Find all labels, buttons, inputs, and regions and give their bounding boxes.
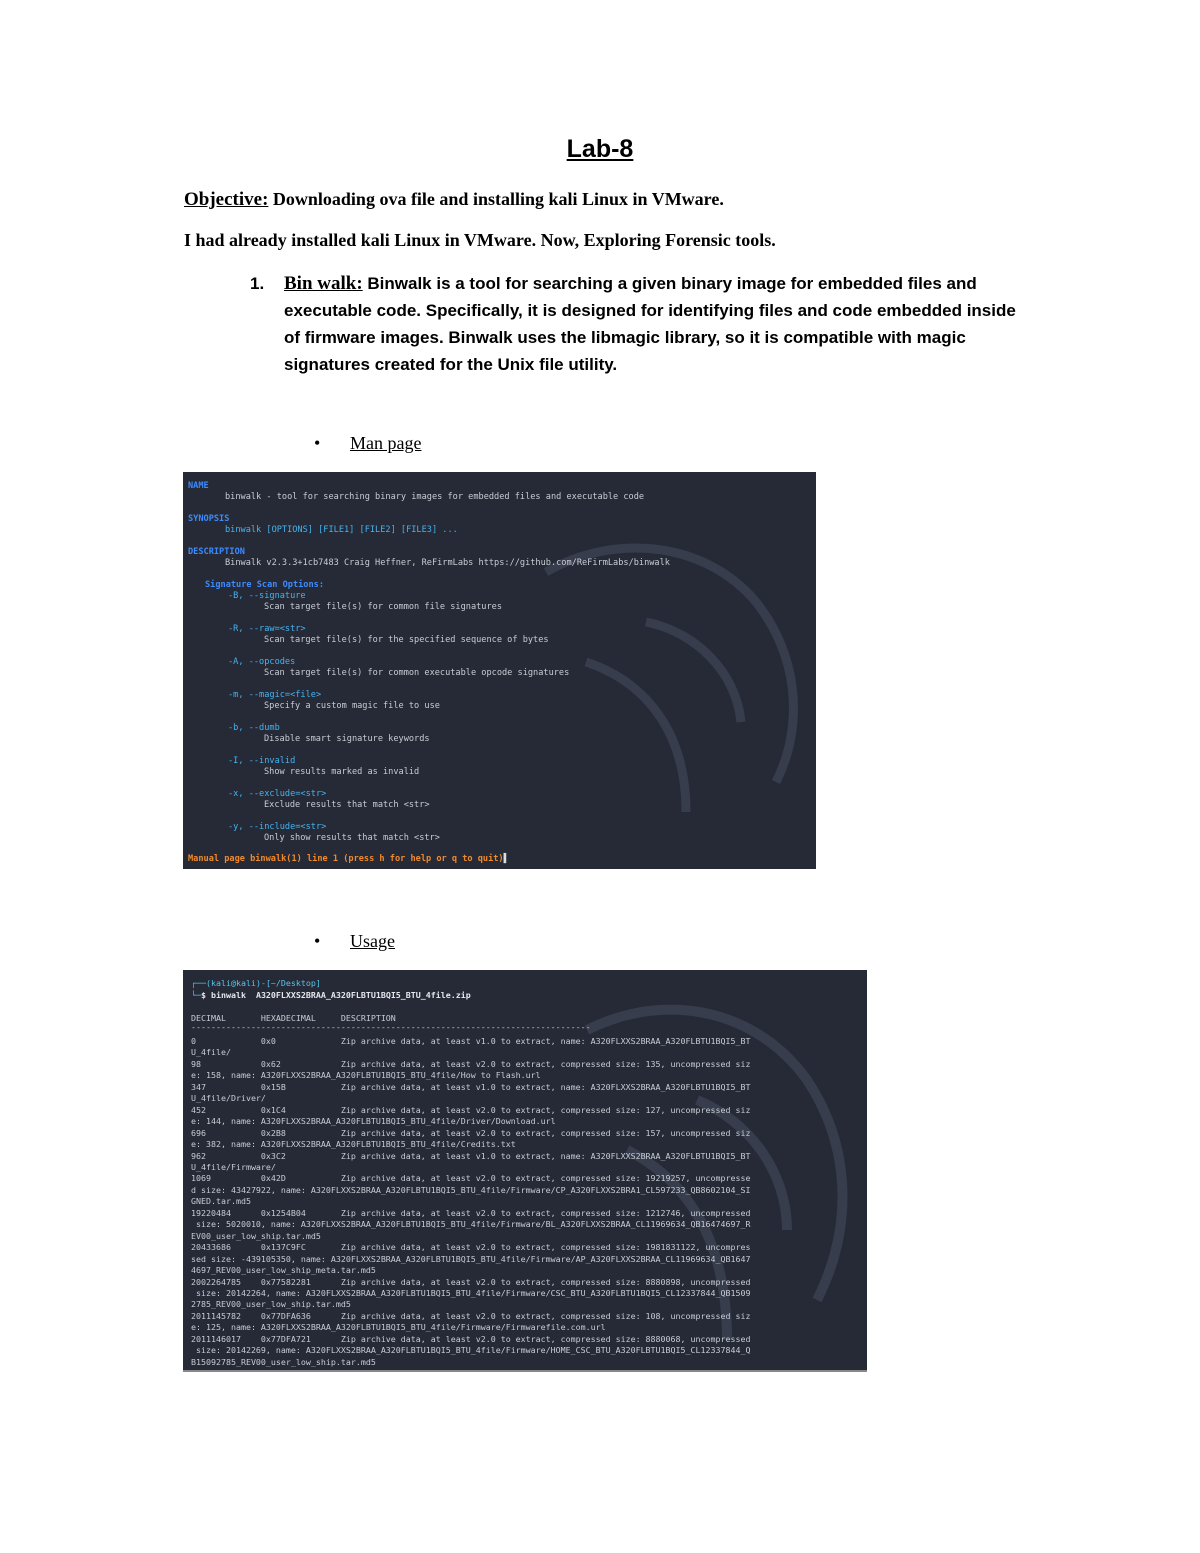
man-option-desc: Disable smart signature keywords <box>264 734 430 744</box>
shell-prompt-text: (kali@kali)-[~/Desktop] <box>206 978 321 988</box>
man-option-desc: Only show results that match <str> <box>264 833 440 843</box>
man-option-desc: Scan target file(s) for common executable opcode signatures <box>264 668 570 678</box>
output-line: e: 158, name: A320FLXXS2BRAA_A320FLBTU1BQI5_BTU_4file/How to Flash.url <box>191 1070 541 1081</box>
man-synopsis-text: binwalk [OPTIONS] [FILE1] [FILE2] [FILE3] ... <box>225 525 458 535</box>
man-option: -A, --opcodes <box>228 657 296 667</box>
intro-text: I had already installed kali Linux in VMware. Now, Exploring Forensic tools. <box>184 230 776 250</box>
man-status-text: Manual page binwalk(1) line 1 (press h for help or q to quit) <box>188 854 504 864</box>
output-line: B15092785_REV00_user_low_ship.tar.md5 <box>191 1356 376 1367</box>
man-option: -m, --magic=<file> <box>228 690 322 700</box>
output-line: U_4file/Driver/ <box>191 1093 266 1104</box>
man-option-desc: Show results marked as invalid <box>264 767 420 777</box>
man-synopsis-header: SYNOPSIS <box>188 514 230 524</box>
usage-screenshot <box>183 970 867 1372</box>
man-description-header: DESCRIPTION <box>188 547 245 557</box>
output-line: GNED.tar.md5 <box>191 1196 251 1207</box>
man-option-desc: Scan target file(s) for common file signatures <box>264 602 502 612</box>
output-line: 347 0x15B Zip archive data, at least v1.0 to extract, name: A320FLXXS2BRAA_A320FLBTU1BQI5_BT <box>191 1081 751 1092</box>
man-status-line <box>188 854 509 864</box>
man-section-header: Signature Scan Options: <box>205 580 324 590</box>
man-option: -x, --exclude=<str> <box>228 789 327 799</box>
output-line: U_4file/Firmware/ <box>191 1161 276 1172</box>
output-line: 2011146017 0x77DFA721 Zip archive data, at least v2.0 to extract, compressed size: 8880068, uncompressed <box>191 1333 751 1344</box>
objective-line <box>184 189 724 211</box>
output-line: 4697_REV00_user_low_ship_meta.tar.md5 <box>191 1265 376 1276</box>
man-option: -b, --dumb <box>228 723 280 733</box>
output-line: e: 125, name: A320FLXXS2BRAA_A320FLBTU1BQI5_BTU_4file/Firmware/Firmwarefile.com.url <box>191 1322 606 1333</box>
objective-text: Downloading ova file and installing kali Linux in VMware. <box>268 189 724 209</box>
man-name-header: NAME <box>188 481 209 491</box>
bullet-usage <box>314 931 395 952</box>
man-option: -I, --invalid <box>228 756 296 766</box>
output-line: EV00_user_low_ship.tar.md5 <box>191 1230 321 1241</box>
output-line: 2011145782 0x77DFA636 Zip archive data, at least v2.0 to extract, compressed size: 108, uncompressed siz <box>191 1310 751 1321</box>
output-line: 0 0x0 Zip archive data, at least v1.0 to extract, name: A320FLXXS2BRAA_A320FLBTU1BQI5_BT <box>191 1036 751 1046</box>
output-line: U_4file/ <box>191 1047 231 1058</box>
output-line: 1069 0x42D Zip archive data, at least v2.0 to extract, compressed size: 19219257, uncompresse <box>191 1173 751 1184</box>
output-line: e: 144, name: A320FLXXS2BRAA_A320FLBTU1BQI5_BTU_4file/Driver/Download.url <box>191 1116 556 1127</box>
man-description-text: Binwalk v2.3.3+1cb7483 Craig Heffner, ReFirmLabs https://github.com/ReFirmLabs/binwalk <box>225 558 670 568</box>
man-name-text: binwalk - tool for searching binary images for embedded files and executable code <box>225 492 645 502</box>
man-page-screenshot <box>183 472 816 869</box>
man-option-desc: Specify a custom magic file to use <box>264 701 440 711</box>
output-line: 2002264785 0x77582281 Zip archive data, at least v2.0 to extract, compressed size: 8880898, uncompressed <box>191 1276 751 1287</box>
objective-label: Objective: <box>184 189 269 210</box>
item-label: Bin walk: <box>284 273 363 294</box>
output-line: sed size: -439105350, name: A320FLXXS2BRAA_A320FLBTU1BQI5_BTU_4file/Firmware/AP_A320FLXXS2BRAA_CL11969634_QB1647 <box>191 1253 751 1264</box>
bullet-dot-icon: • <box>314 433 321 453</box>
output-line: size: 5020010, name: A320FLXXS2BRAA_A320FLBTU1BQI5_BTU_4file/Firmware/BL_A320FLXXS2BRAA_CL11969634_QB16474697_R <box>191 1219 751 1230</box>
output-line: e: 382, name: A320FLXXS2BRAA_A320FLBTU1BQI5_BTU_4file/Credits.txt <box>191 1139 516 1150</box>
output-line: 20433686 0x137C9FC Zip archive data, at least v2.0 to extract, compressed size: 1981831122, uncompres <box>191 1242 751 1253</box>
output-headers: DECIMAL HEXADECIMAL DESCRIPTION <box>191 1013 396 1023</box>
output-line: 2785_REV00_user_low_ship.tar.md5 <box>191 1299 351 1310</box>
man-option-desc: Scan target file(s) for the specified sequence of bytes <box>264 635 549 645</box>
output-rule: -------------------------------------------------------------------------------- <box>191 1022 591 1032</box>
list-number: 1. <box>250 274 265 293</box>
page-title: Lab-8 <box>566 135 634 163</box>
shell-prompt: ┌──(kali@kali)-[~/Desktop] <box>191 978 321 988</box>
bullet-label: Usage <box>350 931 395 951</box>
output-line: size: 20142264, name: A320FLXXS2BRAA_A320FLBTU1BQI5_BTU_4file/Firmware/CSC_BTU_A320FLBTU1BQI5_CL12337844_QB1509 <box>191 1287 751 1298</box>
cursor-icon: ▌ <box>503 854 509 864</box>
bullet-dot-icon: • <box>314 931 321 951</box>
item-text: Binwalk is a tool for searching a given binary image for embedded files and executable code. Specifically, it is designed for identifying files and code embedded inside of firmware images. Binwalk uses the libmagic library, so it is compatible with magic signatures created for the Unix file utility. <box>284 274 1016 374</box>
output-line: 696 0x2B8 Zip archive data, at least v2.0 to extract, compressed size: 157, uncompressed siz <box>191 1127 751 1138</box>
man-option-desc: Exclude results that match <str> <box>264 800 430 810</box>
output-line: 19220484 0x1254B04 Zip archive data, at least v2.0 to extract, compressed size: 1212746, uncompressed <box>191 1207 751 1218</box>
output-line: d size: 43427922, name: A320FLXXS2BRAA_A320FLBTU1BQI5_BTU_4file/Firmware/CP_A320FLXXS2BRA1_CL597233_QB8602104_SI <box>191 1184 751 1195</box>
output-line: 98 0x62 Zip archive data, at least v2.0 to extract, compressed size: 135, uncompressed siz <box>191 1058 751 1069</box>
output-line: 962 0x3C2 Zip archive data, at least v1.0 to extract, name: A320FLXXS2BRAA_A320FLBTU1BQI5_BT <box>191 1150 751 1161</box>
man-option: -B, --signature <box>228 591 306 601</box>
list-item-binwalk <box>250 270 1020 378</box>
bullet-label: Man page <box>350 433 422 453</box>
shell-command-text: $ binwalk A320FLXXS2BRAA_A320FLBTU1BQI5_BTU_4file.zip <box>201 990 471 1000</box>
bullet-man-page <box>314 433 421 454</box>
output-lines <box>191 1036 750 1368</box>
man-option: -R, --raw=<str> <box>228 624 306 634</box>
man-option: -y, --include=<str> <box>228 822 327 832</box>
output-line: 452 0x1C4 Zip archive data, at least v2.0 to extract, compressed size: 127, uncompressed siz <box>191 1104 751 1115</box>
shell-command: └─$ binwalk A320FLXXS2BRAA_A320FLBTU1BQI5_BTU_4file.zip <box>191 990 471 1000</box>
output-line: size: 20142269, name: A320FLXXS2BRAA_A320FLBTU1BQI5_BTU_4file/Firmware/HOME_CSC_BTU_A320FLBTU1BQI5_CL12337844_Q <box>191 1345 751 1356</box>
